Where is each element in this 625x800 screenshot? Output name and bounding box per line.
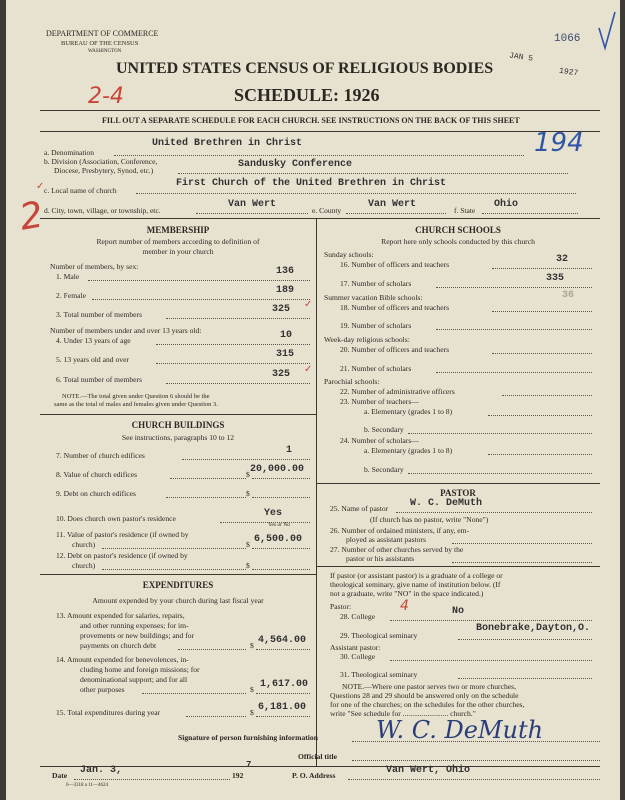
q5-value[interactable]: 315 (276, 349, 295, 360)
q1-line (88, 280, 310, 281)
red-tick: ✓ (36, 181, 45, 192)
official-title-line (352, 760, 600, 761)
q12-label-2: church) (72, 561, 96, 570)
q3-line (166, 318, 310, 319)
q7-line (182, 459, 310, 460)
q27-label-2: pastor or his assistants (346, 554, 415, 563)
membership-intro-1: Report number of members according to definition of (96, 237, 260, 246)
divider (316, 566, 600, 567)
q17-value[interactable]: 335 (546, 273, 565, 284)
state-label: f. State (454, 206, 476, 215)
date-line (74, 779, 230, 780)
q11-label-1: 11. Value of pastor's residence (if owned by (56, 530, 189, 539)
q31-line (458, 678, 592, 679)
pastor-subheading: Pastor: (330, 602, 352, 611)
official-title-label: Official title (298, 752, 338, 761)
dollar-sign: $ (246, 470, 250, 479)
q15-value[interactable]: 6,181.00 (258, 702, 307, 713)
q18-value[interactable]: 36 (562, 290, 575, 301)
q19-line (436, 329, 592, 330)
graduate-note-1: If pastor (or assistant pastor) is a graduate of a college or (330, 571, 503, 580)
church-name-line (136, 193, 576, 194)
q13-value[interactable]: 4,564.00 (258, 635, 307, 646)
q11-line (102, 548, 246, 549)
q5-label: 5. 13 years old and over (56, 355, 129, 364)
church-name-value[interactable]: First Church of the United Brethren in Christ (176, 178, 447, 189)
by-sex-heading: Number of members, by sex: (50, 262, 139, 271)
q6-line (166, 383, 310, 384)
divider (40, 414, 316, 415)
q14-label-4: other purposes (80, 685, 125, 694)
q22-line (502, 395, 592, 396)
denomination-value[interactable]: United Brethren in Christ (152, 138, 303, 149)
q11-label-2: church) (72, 540, 96, 549)
q9-label: 9. Debt on church edifices (56, 489, 136, 498)
q14-amount-line (256, 693, 310, 694)
q16-label: 16. Number of officers and teachers (340, 260, 450, 269)
q8-value[interactable]: 20,000.00 (250, 464, 305, 475)
q28-value[interactable]: No (452, 606, 465, 617)
q18-label: 18. Number of officers and teachers (340, 303, 450, 312)
state-line (482, 213, 578, 214)
red-tick: ✓ (304, 364, 313, 375)
q13-line (178, 649, 246, 650)
q16-line (492, 268, 592, 269)
divider (40, 574, 316, 575)
q21-label: 21. Number of scholars (340, 364, 412, 373)
q8-label: 8. Value of church edifices (56, 470, 138, 479)
q15-label: 15. Total expenditures during year (56, 708, 161, 717)
graduate-note-2: theological seminary, give name of institution below. (If (330, 580, 501, 589)
year-prefix: 192 (232, 771, 244, 780)
q5-line (156, 363, 310, 364)
q13-label-1: 13. Amount expended for salaries, repairs, (56, 611, 185, 620)
year-suffix[interactable]: 7 (246, 760, 252, 770)
q4-label: 4. Under 13 years of age (56, 336, 131, 345)
q10-label: 10. Does church own pastor's residence (56, 514, 176, 523)
blue-number: 194 (534, 128, 584, 158)
q16-value[interactable]: 32 (556, 254, 569, 265)
po-address-value[interactable]: Van Wert, Ohio (386, 765, 471, 776)
q24a-line (488, 454, 592, 455)
division-line (178, 173, 568, 174)
red-margin-mark: 2 (16, 194, 47, 239)
q27-label-1: 27. Number of other churches served by the (330, 545, 464, 554)
schools-title: CHURCH SCHOOLS (415, 225, 501, 235)
membership-note-2: same as the total of males and females given under Question 3. (54, 401, 218, 408)
q29-value[interactable]: Bonebrake,Dayton,O. (476, 623, 591, 634)
denomination-label: a. Denomination (44, 148, 94, 157)
q17-label: 17. Number of scholars (340, 279, 412, 288)
q19-label: 19. Number of scholars (340, 321, 412, 330)
stamp-date-month: JAN 5 (508, 51, 534, 64)
division-value[interactable]: Sandusky Conference (238, 159, 353, 170)
dollar-sign: $ (246, 489, 250, 498)
q23a-label: a. Elementary (grades 1 to 8) (364, 407, 453, 416)
dollar-sign: $ (246, 561, 250, 570)
census-form (6, 0, 620, 800)
church-name-label: c. Local name of church (44, 186, 117, 195)
instruction-line: FILL OUT A SEPARATE SCHEDULE FOR EACH CHURCH. SEE INSTRUCTIONS ON THE BACK OF THIS SHEET (102, 116, 520, 125)
red-tick: ✓ (304, 299, 313, 310)
pastor-note-1: NOTE.—Where one pastor serves two or more churches, (342, 682, 516, 691)
q26-label-1: 26. Number of ordained ministers, if any, em- (330, 526, 470, 535)
buildings-title: CHURCH BUILDINGS (131, 420, 225, 430)
q24b-label: b. Secondary (364, 465, 404, 474)
stamp-date-year: 1927 (558, 66, 579, 79)
buildings-intro: See instructions, paragraphs 10 to 12 (121, 433, 235, 442)
q27-line (452, 562, 592, 563)
q13-label-4: payments on church debt (80, 641, 157, 650)
divider (40, 218, 600, 219)
weekday-heading: Week-day religious schools: (324, 335, 410, 344)
division-label-1: b. Division (Association, Conference, (44, 157, 158, 166)
parochial-heading: Parochial schools: (324, 377, 380, 386)
signature-label: Signature of person furnishing information (178, 733, 318, 742)
q25-value[interactable]: W. C. DeMuth (410, 498, 483, 509)
q11-value[interactable]: 6,500.00 (254, 534, 303, 545)
q22-label: 22. Number of administrative officers (340, 387, 455, 396)
sunday-heading: Sunday schools: (324, 250, 374, 259)
q31-label: 31. Theological seminary (340, 670, 418, 679)
q14-label-3: denominational support; and for all (80, 675, 188, 684)
q14-value[interactable]: 1,617.00 (260, 679, 309, 690)
dollar-sign: $ (250, 685, 254, 694)
q15-line (186, 716, 246, 717)
q30-line (390, 660, 592, 661)
q25-hint: (If church has no pastor, write "None") (370, 515, 489, 524)
q12-line (102, 569, 246, 570)
form-title: UNITED STATES CENSUS OF RELIGIOUS BODIES (116, 60, 494, 77)
q6-label: 6. Total number of members (56, 375, 143, 384)
q13-amount-line (256, 649, 310, 650)
pastor-note-3: for one of the churches; on the schedules for the other churches, (330, 700, 525, 709)
q4-value[interactable]: 10 (280, 330, 293, 341)
q15-amount-line (256, 716, 310, 717)
dollar-sign: $ (246, 540, 250, 549)
q2-value[interactable]: 189 (276, 285, 295, 296)
divider (316, 483, 600, 484)
q26-label-2: ployed as assistant pastors (346, 535, 426, 544)
q21-line (436, 372, 592, 373)
red-note: 2-4 (88, 84, 124, 109)
city-label: WASHINGTON (88, 49, 122, 54)
city-line (196, 213, 308, 214)
bureau-label: BUREAU OF THE CENSUS (61, 40, 139, 47)
q28-line (390, 620, 592, 621)
q23a-line (488, 415, 592, 416)
denomination-line (114, 155, 524, 156)
po-address-line (348, 779, 600, 780)
q8-amount-line (252, 478, 310, 479)
age-heading: Number of members under and over 13 years old: (50, 326, 202, 335)
q9-amount-line (252, 497, 310, 498)
q1-value[interactable]: 136 (276, 266, 295, 277)
print-code: 6—3318 a 11—4624 (66, 783, 109, 788)
q3-value[interactable]: 325 (272, 304, 291, 315)
po-address-label: P. O. Address (292, 771, 336, 780)
q14-line (142, 693, 246, 694)
q30-label: 30. College (340, 652, 376, 661)
divider (40, 131, 600, 132)
q11-amount-line (252, 548, 310, 549)
q25-label: 25. Name of pastor (330, 504, 389, 513)
stamp-number: 1066 (554, 33, 581, 45)
q13-label-2: and other running expenses; for im- (80, 621, 189, 630)
q8-line (170, 478, 246, 479)
divider (40, 110, 600, 111)
county-value[interactable]: Van Wert (368, 199, 417, 210)
pastor-title: PASTOR (440, 488, 476, 498)
assistant-subheading: Assistant pastor: (330, 643, 381, 652)
expenditures-title: EXPENDITURES (142, 580, 214, 590)
membership-note-1: NOTE.—The total given under Question 6 should be the (62, 393, 210, 400)
q12-amount-line (252, 569, 310, 570)
q2-label: 2. Female (56, 291, 86, 300)
q6-value[interactable]: 325 (272, 369, 291, 380)
q28-red-mark: 4 (400, 598, 409, 614)
q24b-line (408, 473, 592, 474)
q18-line (492, 311, 592, 312)
graduate-note-3: not a graduate, write "NO" in the space indicated.) (330, 589, 484, 598)
county-label: e. County (312, 206, 342, 215)
department-label: DEPARTMENT OF COMMERCE (46, 29, 159, 38)
q10-hint: Yes or No (268, 522, 291, 528)
signature[interactable]: W. C. DeMuth (376, 716, 544, 744)
q24-label: 24. Number of scholars— (340, 436, 419, 445)
dollar-sign: $ (250, 641, 254, 650)
schedule-title: SCHEDULE: 1926 (234, 85, 380, 105)
q12-label-1: 12. Debt on pastor's residence (if owned by (56, 551, 188, 560)
q28-label: 28. College (340, 612, 376, 621)
q1-label: 1. Male (56, 272, 80, 281)
q3-label: 3. Total number of members (56, 310, 143, 319)
q7-value[interactable]: 1 (286, 445, 293, 456)
membership-intro-2: member in your church (142, 247, 214, 256)
dollar-sign: $ (250, 708, 254, 717)
q26-line (452, 543, 592, 544)
q7-label: 7. Number of church edifices (56, 451, 145, 460)
q20-label: 20. Number of officers and teachers (340, 345, 450, 354)
membership-title: MEMBERSHIP (146, 225, 210, 235)
q25-line (396, 512, 592, 513)
county-line (346, 213, 446, 214)
division-label-2: Diocese, Presbytery, Synod, etc.) (54, 166, 154, 175)
date-value[interactable]: Jan. 3, (80, 765, 123, 776)
q24a-label: a. Elementary (grades 1 to 8) (364, 446, 453, 455)
q9-line (166, 497, 246, 498)
city-label: d. City, town, village, or township, etc. (44, 206, 161, 215)
q10-value[interactable]: Yes (264, 508, 283, 519)
q2-line (92, 299, 310, 300)
pastor-note-4: write "See schedule for ........................ church." (330, 709, 476, 718)
q29-label: 29. Theological seminary (340, 631, 418, 640)
check-mark-icon (596, 8, 618, 52)
schools-intro: Report here only schools conducted by this church (381, 237, 535, 246)
city-value[interactable]: Van Wert (228, 199, 277, 210)
summer-heading: Summer vacation Bible schools: (324, 293, 423, 302)
q14-label-2: cluding home and foreign missions; for (80, 665, 200, 674)
q13-label-3: provements or new buildings; and for (80, 631, 195, 640)
date-label: Date (52, 771, 68, 780)
q17-line (436, 287, 592, 288)
state-value[interactable]: Ohio (494, 199, 519, 210)
q23b-line (408, 433, 592, 434)
q4-line (156, 344, 310, 345)
expenditures-intro: Amount expended by your church during last fiscal year (92, 596, 264, 605)
q20-line (492, 353, 592, 354)
q14-label-1: 14. Amount expended for benevolences, in- (56, 655, 189, 664)
q29-line (458, 639, 592, 640)
divider (40, 766, 600, 767)
q10-line (220, 522, 310, 523)
pastor-note-2: Questions 28 and 29 should be answered only on the schedule (330, 691, 519, 700)
q23-label: 23. Number of teachers— (340, 397, 419, 406)
q23b-label: b. Secondary (364, 425, 404, 434)
